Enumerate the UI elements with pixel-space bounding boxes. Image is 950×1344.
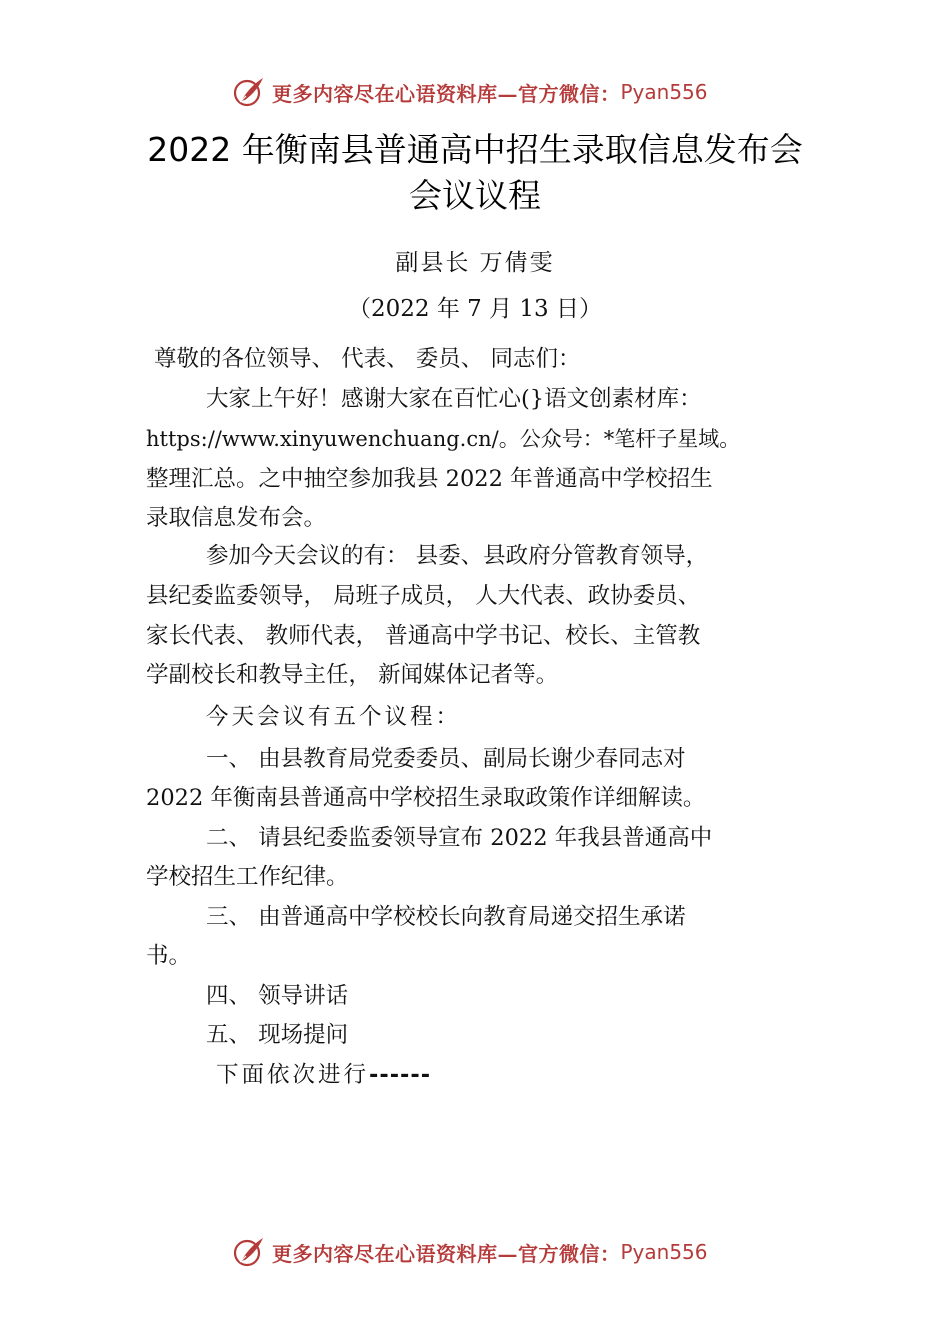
feather-pen-logo-icon <box>232 75 266 109</box>
body-line: 大家上午好！感谢大家在百忙心(}语文创素材库： <box>206 386 702 412</box>
salutation: 尊敬的各位领导、 代表、 委员、 同志们： <box>154 346 581 372</box>
agenda-item: 三、 由普通高中学校校长向教育局递交招生承诺 <box>206 904 686 930</box>
wechat-id: Pyan556 <box>620 1240 708 1264</box>
agenda-item: 五、 现场提问 <box>206 1022 349 1048</box>
closing-text: 下面依次进行 <box>216 1062 370 1088</box>
closing-dashes: ------ <box>369 1062 432 1088</box>
footer-watermark-banner <box>232 1232 732 1272</box>
watermark-text: 更多内容尽在心语资料库—官方微信： <box>272 81 621 106</box>
body-line: 家长代表、 教师代表， 普通高中学书记、校长、主管教 <box>146 623 701 649</box>
document-title: 2022 年衡南县普通高中招生录取信息发布会 <box>147 130 803 169</box>
document-subtitle: 会议议程 <box>409 176 541 215</box>
body-line: 整理汇总。之中抽空参加我县 2022 年普通高中学校招生 <box>146 466 713 492</box>
date-line: （2022 年 7 月 13 日） <box>348 296 602 322</box>
body-line: 县纪委监委领导， 局班子成员， 人大代表、政协委员、 <box>146 583 701 609</box>
watermark-text: 更多内容尽在心语资料库—官方微信： <box>272 1241 621 1266</box>
header-watermark-banner <box>232 72 732 112</box>
agenda-item: 二、 请县纪委监委领导宣布 2022 年我县普通高中 <box>206 825 713 851</box>
body-line: 学副校长和教导主任， 新闻媒体记者等。 <box>146 662 559 688</box>
agenda-item-cont: 书。 <box>146 943 192 969</box>
closing-line <box>216 1060 431 1090</box>
wechat-id: Pyan556 <box>620 80 708 104</box>
speaker-line: 副县长 万倩雯 <box>395 250 555 276</box>
agenda-intro: 今天会议有五个议程： <box>206 704 462 730</box>
agenda-item-cont: 2022 年衡南县普通高中学校招生录取政策作详细解读。 <box>146 785 706 811</box>
agenda-item: 四、 领导讲话 <box>206 983 349 1009</box>
body-line: 录取信息发布会。 <box>146 505 327 531</box>
body-line: 参加今天会议的有： 县委、县政府分管教育领导， <box>206 543 709 569</box>
body-line: https://www.xinyuwenchuang.cn/。公众号：*笔杆子星域。 <box>146 427 741 451</box>
feather-pen-logo-icon <box>232 1235 266 1269</box>
agenda-item-cont: 学校招生工作纪律。 <box>146 864 349 890</box>
agenda-item: 一、 由县教育局党委委员、副局长谢少春同志对 <box>206 746 686 772</box>
